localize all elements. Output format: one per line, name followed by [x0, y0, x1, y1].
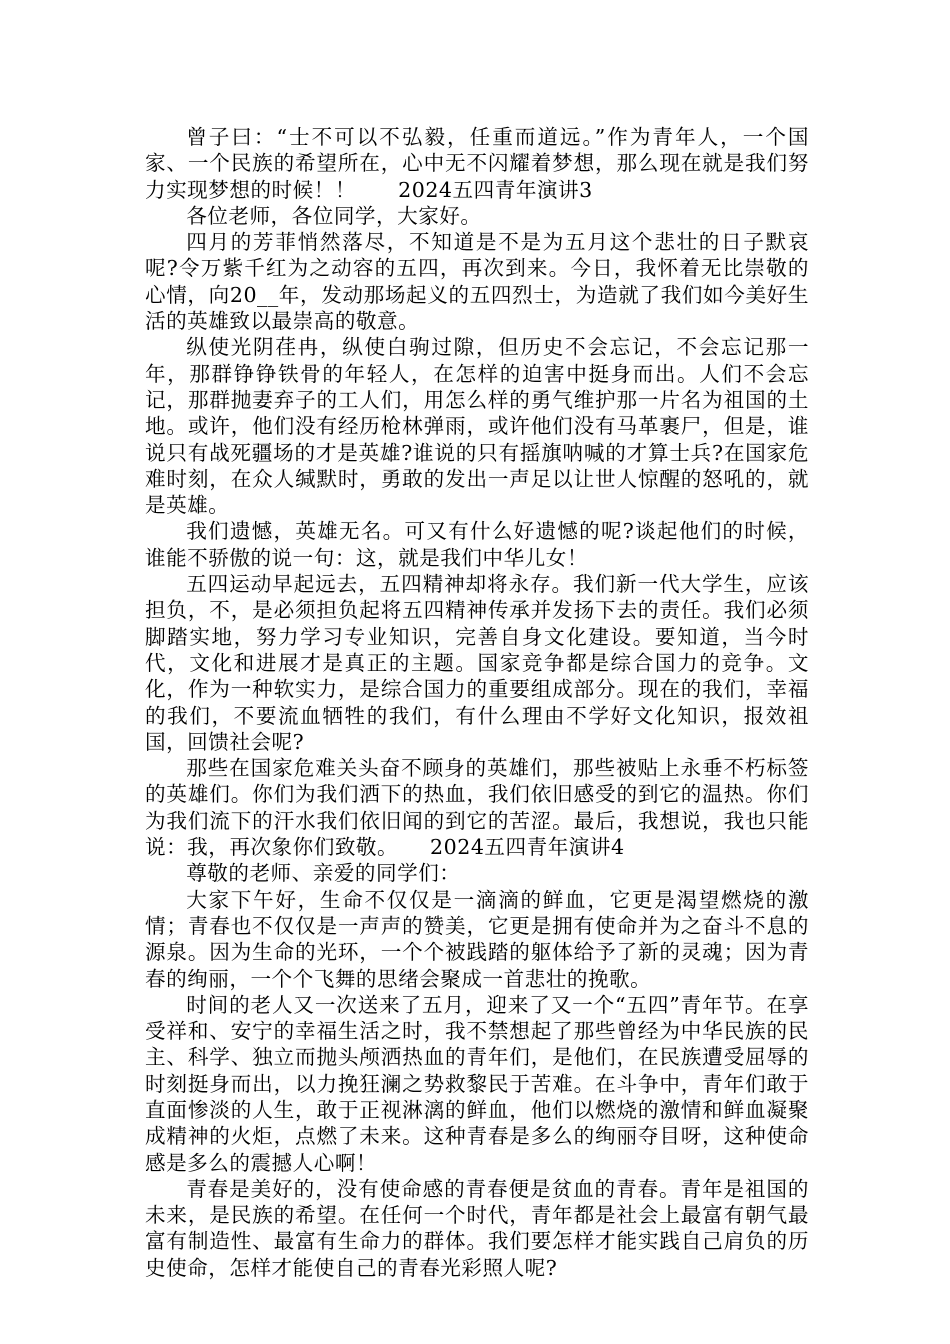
paragraph: 曾子曰：“士不可以不弘毅，任重而道远。”作为青年人，一个国家、一个民族的希望所在，心中无不闪耀着梦想，那么现在就是我们努力实现梦想的时候！！ 2024五四青年演讲3 [145, 125, 809, 202]
paragraph: 各位老师，各位同学，大家好。 [186, 203, 482, 228]
paragraph: 时间的老人又一次送来了五月，迎来了又一个“五四”青年节。在享受祥和、安宁的幸福生活之时，我不禁想起了那些曾经为中华民族的民主、科学、独立而抛头颅洒热血的青年们，是他们，在民族遭受屈辱的时刻挺身而出，以力挽狂澜之势救黎民于苦难。在斗争中，青年们敢于直面惨淡的人生，敢于正视淋漓的鲜血，他们以燃烧的激情和鲜血凝聚成精神的火炬，点燃了未来。这种青春是多么的绚丽夺目呀，这种使命感是多么的震撼人心啊！ [145, 992, 809, 1175]
paragraph: 大家下午好，生命不仅仅是一滴滴的鲜血，它更是渴望燃烧的激情；青春也不仅仅是一声声的赞美，它更是拥有使命并为之奋斗不息的源泉。因为生命的光环，一个个被践踏的躯体给予了新的灵魂；因为青春的绚丽，一个个飞舞的思绪会聚成一首悲壮的挽歌。 [145, 887, 809, 991]
paragraph: 那些在国家危难关头奋不顾身的英雄们，那些被贴上永垂不朽标签的英雄们。你们为我们洒下的热血，我们依旧感受的到它的温热。你们为我们流下的汗水我们依旧闻的到它的苦涩。最后，我想说，我也只能说：我，再次象你们致敬。 2024五四青年演讲4 [145, 756, 809, 860]
paragraph: 纵使光阴荏冉，纵使白驹过隙，但历史不会忘记，不会忘记那一年，那群铮铮铁骨的年轻人，在怎样的迫害中挺身而出。人们不会忘记，那群抛妻弃子的工人们，用怎么样的勇气维护那一片名为祖国的土地。或许，他们没有经历枪林弹雨，或许他们没有马革裹尸，但是，谁说只有战死疆场的才是英雄?谁说的只有摇旗呐喊的才算士兵?在国家危难时刻，在众人缄默时，勇敢的发出一声足以让世人惊醒的怒吼的，就是英雄。 [145, 335, 809, 518]
paragraph: 五四运动早起远去，五四精神却将永存。我们新一代大学生，应该担负，不，是必须担负起将五四精神传承并发扬下去的责任。我们必须脚踏实地，努力学习专业知识，完善自身文化建设。要知道，当今时代，文化和进展才是真正的主题。国家竞争都是综合国力的竞争。文化，作为一种软实力，是综合国力的重要组成部分。现在的我们，幸福的我们，不要流血牺牲的我们，有什么理由不学好文化知识，报效祖国，回馈社会呢? [145, 572, 809, 754]
paragraph: 四月的芳菲悄然落尽，不知道是不是为五月这个悲壮的日子默哀呢?令万紫千红为之动容的五四，再次到来。今日，我怀着无比崇敬的心情，向20__年，发动那场起义的五四烈士，为造就了我们如今美好生活的英雄致以最崇高的敬意。 [145, 230, 809, 334]
document-body [145, 124, 809, 1281]
paragraph: 尊敬的老师、亲爱的同学们： [186, 861, 461, 886]
paragraph: 我们遗憾，英雄无名。可又有什么好遗憾的呢?谈起他们的时候，谁能不骄傲的说一句：这，就是我们中华儿女！ [145, 519, 809, 570]
paragraph: 青春是美好的，没有使命感的青春便是贫血的青春。青年是祖国的未来，是民族的希望。在任何一个时代，青年都是社会上最富有朝气最富有制造性、最富有生命力的群体。我们要怎样才能实践自己肩负的历史使命，怎样才能使自己的青春光彩照人呢? [145, 1176, 809, 1280]
